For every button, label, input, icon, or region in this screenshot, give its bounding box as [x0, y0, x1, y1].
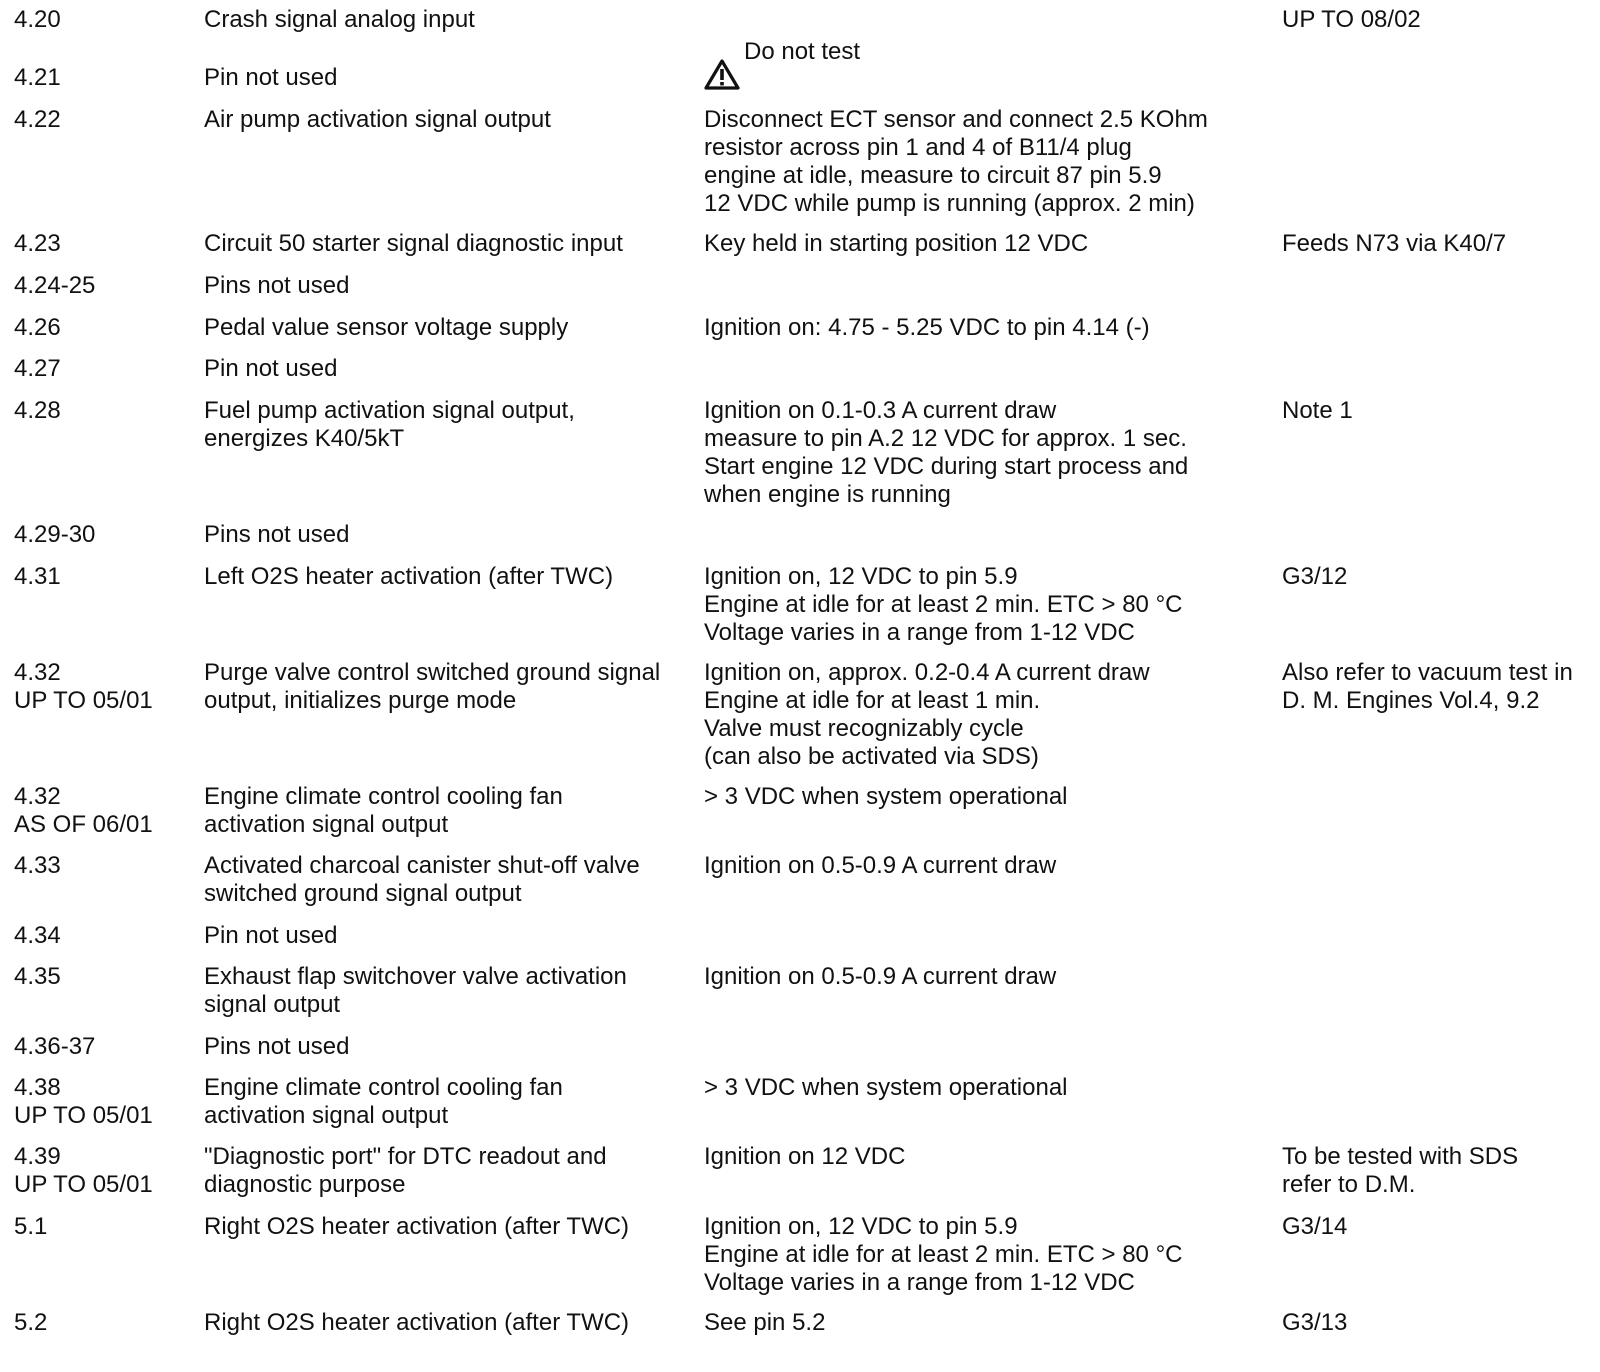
pin-number: 4.31	[14, 563, 61, 590]
pin-number: 4.39 UP TO 05/01	[14, 1143, 153, 1198]
pin-number: 4.32 UP TO 05/01	[14, 659, 153, 714]
warning-triangle-icon	[704, 30, 740, 62]
test-condition: Ignition on: 4.75 - 5.25 VDC to pin 4.14 (-)	[704, 314, 1150, 341]
test-condition: See pin 5.2	[704, 1309, 826, 1336]
pin-number: 4.38 UP TO 05/01	[14, 1074, 153, 1129]
test-condition: Ignition on, approx. 0.2-0.4 A current draw Engine at idle for at least 1 min. Valve must recognizably cycle (can also be activated via SDS)	[704, 659, 1150, 770]
pin-function: Circuit 50 starter signal diagnostic input	[204, 230, 623, 257]
test-condition: Ignition on 0.5-0.9 A current draw	[704, 852, 1057, 879]
pin-number: 4.34	[14, 922, 61, 949]
pin-number: 4.22	[14, 106, 61, 133]
pin-function: Exhaust flap switchover valve activation signal output	[204, 963, 627, 1018]
test-condition: > 3 VDC when system operational	[704, 783, 1068, 810]
pin-note: To be tested with SDS refer to D.M.	[1282, 1143, 1519, 1198]
test-condition: Ignition on, 12 VDC to pin 5.9 Engine at idle for at least 2 min. ETC > 80 °C Voltage varies in a range from 1-12 VDC	[704, 1213, 1183, 1296]
test-condition	[704, 2, 1264, 65]
warning-text: Do not test	[744, 38, 861, 65]
pin-number: 4.33	[14, 852, 61, 879]
pin-function: Fuel pump activation signal output, energizes K40/5kT	[204, 397, 575, 452]
test-condition: Key held in starting position 12 VDC	[704, 230, 1089, 257]
pin-function: Right O2S heater activation (after TWC)	[204, 1213, 630, 1240]
pin-number: 5.2	[14, 1309, 48, 1336]
pin-function: Pins not used	[204, 521, 350, 548]
pin-function: Engine climate control cooling fan activation signal output	[204, 1074, 563, 1129]
pin-function: Pedal value sensor voltage supply	[204, 314, 569, 341]
test-condition: Disconnect ECT sensor and connect 2.5 KOhm resistor across pin 1 and 4 of B11/4 plug engine at idle, measure to circuit 87 pin 5.9 12 VDC while pump is running (approx. 2 min)	[704, 106, 1208, 217]
pin-number: 4.35	[14, 963, 61, 990]
pin-note: Note 1	[1282, 397, 1353, 424]
pin-number: 4.29-30	[14, 521, 96, 548]
pin-function: Left O2S heater activation (after TWC)	[204, 563, 614, 590]
pin-number: 4.20	[14, 6, 61, 33]
pin-function: Pins not used	[204, 1033, 350, 1060]
pin-number: 4.21	[14, 64, 61, 91]
pin-function: Purge valve control switched ground signal output, initializes purge mode	[204, 659, 661, 714]
pin-function: Right O2S heater activation (after TWC)	[204, 1309, 630, 1336]
pin-note: UP TO 08/02	[1282, 6, 1421, 33]
pin-number: 4.23	[14, 230, 61, 257]
pin-function: Pin not used	[204, 64, 338, 91]
pin-note: Also refer to vacuum test in D. M. Engines Vol.4, 9.2	[1282, 659, 1573, 714]
pin-function: Air pump activation signal output	[204, 106, 551, 133]
pin-function: Activated charcoal canister shut-off valve switched ground signal output	[204, 852, 640, 907]
pin-number: 4.36-37	[14, 1033, 96, 1060]
pin-number: 4.24-25	[14, 272, 96, 299]
test-condition: Ignition on 12 VDC	[704, 1143, 906, 1170]
pin-note: G3/13	[1282, 1309, 1348, 1336]
pin-function: Pin not used	[204, 922, 338, 949]
test-condition: Ignition on 0.1-0.3 A current draw measure to pin A.2 12 VDC for approx. 1 sec. Start engine 12 VDC during start process and when engine is running	[704, 397, 1189, 508]
test-condition: Ignition on 0.5-0.9 A current draw	[704, 963, 1057, 990]
pin-number: 4.28	[14, 397, 61, 424]
pin-function: Pin not used	[204, 355, 338, 382]
pin-note: G3/14	[1282, 1213, 1348, 1240]
pin-number: 5.1	[14, 1213, 48, 1240]
pin-note: G3/12	[1282, 563, 1348, 590]
pin-number: 4.32 AS OF 06/01	[14, 783, 153, 838]
pin-function: Crash signal analog input	[204, 6, 475, 33]
pin-function: Engine climate control cooling fan activation signal output	[204, 783, 563, 838]
pin-number: 4.26	[14, 314, 61, 341]
pin-number: 4.27	[14, 355, 61, 382]
pin-note: Feeds N73 via K40/7	[1282, 230, 1507, 257]
test-condition: Ignition on, 12 VDC to pin 5.9 Engine at idle for at least 2 min. ETC > 80 °C Voltage varies in a range from 1-12 VDC	[704, 563, 1183, 646]
pin-function: "Diagnostic port" for DTC readout and diagnostic purpose	[204, 1143, 607, 1198]
test-condition: > 3 VDC when system operational	[704, 1074, 1068, 1101]
pin-function: Pins not used	[204, 272, 350, 299]
